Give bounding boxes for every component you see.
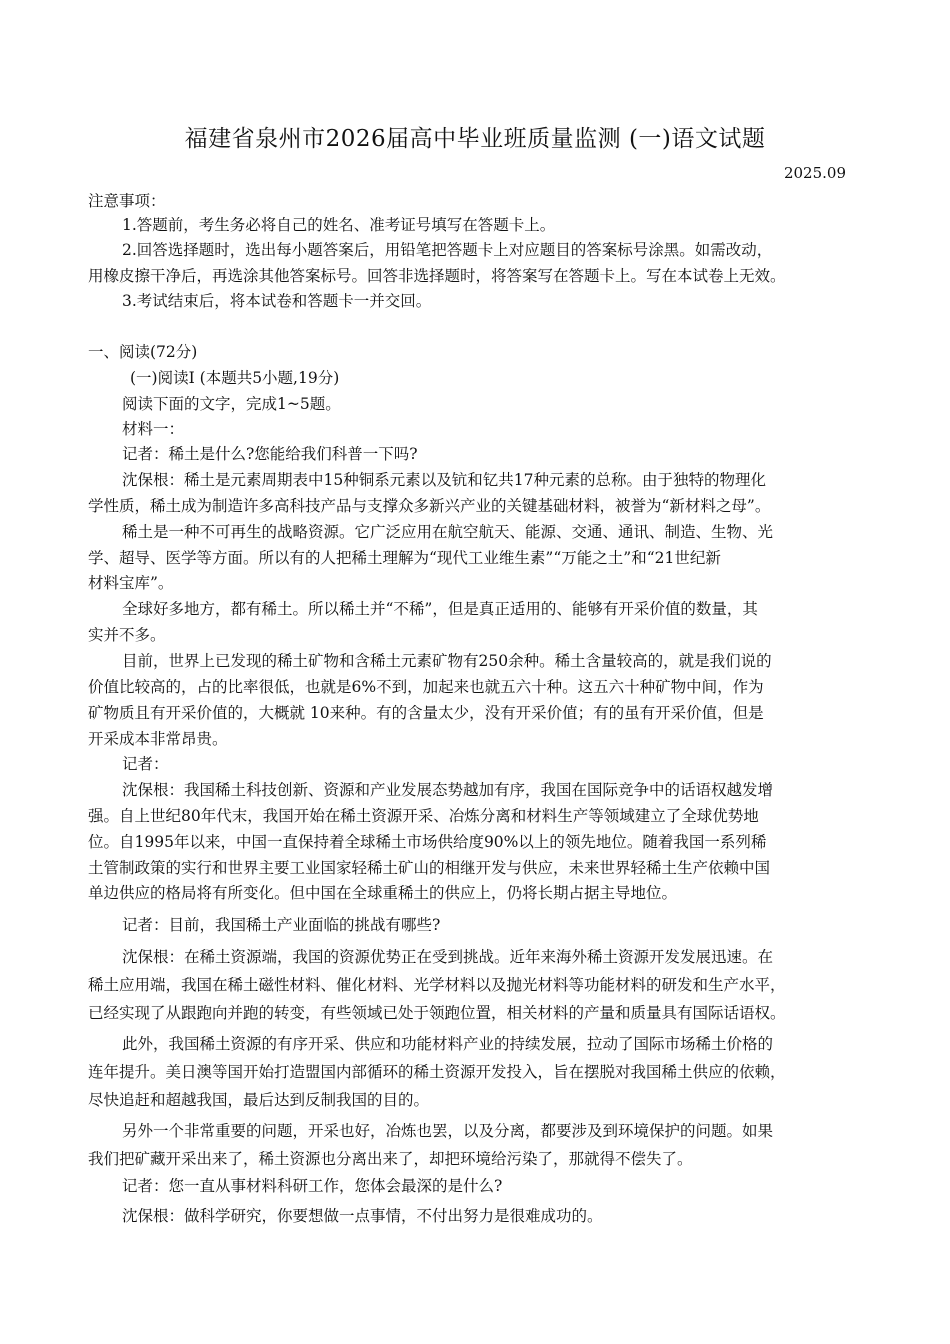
notice-item: 2.回答选择题时，选出每小题答案后，用铅笔把答题卡上对应题目的答案标号涂黑。如需改动， bbox=[122, 241, 773, 259]
paragraph-line: 沈保根：在稀土资源端，我国的资源优势正在受到挑战。近年来海外稀土资源开发发展迅速。在 bbox=[122, 948, 774, 966]
paragraph-line: 尽快追赶和超越我国，最后达到反制我国的目的。 bbox=[88, 1091, 430, 1109]
paragraph-line: 材料宝库”。 bbox=[88, 574, 174, 592]
paragraph-line: 沈保根：做科学研究，你要想做一点事情，不付出努力是很难成功的。 bbox=[122, 1207, 603, 1225]
instruction: 阅读下面的文字，完成1~5题。 bbox=[122, 395, 341, 413]
paragraph-line: 目前，世界上已发现的稀土矿物和含稀土元素矿物有250余种。稀土含量较高的，就是我们说的 bbox=[122, 652, 772, 670]
paragraph-line: 此外，我国稀土资源的有序开采、供应和功能材料产业的持续发展，拉动了国际市场稀土价格的 bbox=[122, 1035, 774, 1053]
paragraph-line: 记者：您一直从事材料科研工作，您体会最深的是什么? bbox=[122, 1177, 503, 1195]
paragraph-line: 学性质，稀土成为制造许多高科技产品与支撑众多新兴产业的关键基础材料，被誉为“新材料之母”。 bbox=[88, 497, 771, 515]
paragraph-line: 土管制政策的实行和世界主要工业国家轻稀土矿山的相继开发与供应，未来世界轻稀土生产依赖中国 bbox=[88, 859, 771, 877]
paragraph-line: 沈保根：稀土是元素周期表中15种铜系元素以及钪和钇共17种元素的总称。由于独特的物理化 bbox=[122, 471, 766, 489]
paragraph-line: 记者：目前，我国稀土产业面临的挑战有哪些? bbox=[122, 916, 441, 934]
paragraph-line: 实并不多。 bbox=[88, 626, 166, 644]
notice-item: 3.考试结束后，将本试卷和答题卡一并交回。 bbox=[122, 292, 432, 310]
paragraph-line: 我们把矿藏开采出来了，稀土资源也分离出来了，却把环境给污染了，那就得不偿失了。 bbox=[88, 1150, 693, 1168]
notice-item-continued: 用橡皮擦干净后，再选涂其他答案标号。回答非选择题时，将答案写在答题卡上。写在本试卷上无效。 bbox=[88, 267, 786, 285]
paragraph-line: 单边供应的格局将有所变化。但中国在全球重稀土的供应上，仍将长期占据主导地位。 bbox=[88, 884, 678, 902]
material-label: 材料一： bbox=[122, 420, 185, 438]
paragraph-line: 全球好多地方，都有稀土。所以稀土并“不稀”，但是真正适用的、能够有开采价值的数量，其 bbox=[122, 600, 758, 618]
paragraph-line: 记者：稀土是什么?您能给我们科普一下吗? bbox=[122, 445, 418, 463]
paragraph-line: 稀土应用端，我国在稀土磁性材料、催化材料、光学材料以及抛光材料等功能材料的研发和生产水平， bbox=[88, 976, 786, 994]
paragraph-line: 连年提升。美日澳等国开始打造盟国内部循环的稀土资源开发投入，旨在摆脱对我国稀土供应的依赖， bbox=[88, 1063, 786, 1081]
section-heading: 一、阅读(72分) bbox=[88, 343, 198, 361]
paragraph-line: 矿物质且有开采价值的，大概就 10来种。有的含量太少，没有开采价值；有的虽有开采价值，但是 bbox=[88, 704, 764, 722]
paragraph-line: 位。自1995年以来，中国一直保持着全球稀土市场供给度90%以上的领先地位。随着我国一系列稀 bbox=[88, 833, 767, 851]
notice-heading: 注意事项： bbox=[88, 192, 166, 210]
paragraph-line: 已经实现了从跟跑向并跑的转变，有些领域已处于领跑位置，相关材料的产量和质量具有国际话语权。 bbox=[88, 1004, 786, 1022]
paragraph-line: 沈保根：我国稀土科技创新、资源和产业发展态势越加有序，我国在国际竞争中的话语权越发增 bbox=[122, 781, 774, 799]
exam-date: 2025.09 bbox=[783, 164, 846, 182]
subsection-heading: (一)阅读Ⅰ (本题共5小题,19分) bbox=[130, 369, 340, 387]
paragraph-line: 另外一个非常重要的问题，开采也好，冶炼也罢，以及分离，都要涉及到环境保护的问题。如果 bbox=[122, 1122, 774, 1140]
page-title: 福建省泉州市2026届高中毕业班质量监测 (一)语文试题 bbox=[184, 126, 766, 152]
paragraph-line: 开采成本非常昂贵。 bbox=[88, 730, 228, 748]
paragraph-line: 稀土是一种不可再生的战略资源。它广泛应用在航空航天、能源、交通、通讯、制造、生物、光 bbox=[122, 523, 774, 541]
paragraph-line: 学、超导、医学等方面。所以有的人把稀土理解为“现代工业维生素”“万能之土”和“21世纪新 bbox=[88, 549, 721, 567]
notice-item: 1.答题前，考生务必将自己的姓名、准考证号填写在答题卡上。 bbox=[122, 216, 556, 234]
paragraph-line: 记者： bbox=[122, 755, 169, 773]
paragraph-line: 价值比较高的，占的比率很低，也就是6%不到，加起来也就五六十种。这五六十种矿物中间，作为 bbox=[88, 678, 764, 696]
paragraph-line: 强。自上世纪80年代末，我国开始在稀土资源开采、冶炼分离和材料生产等领域建立了全球优势地 bbox=[88, 807, 759, 825]
